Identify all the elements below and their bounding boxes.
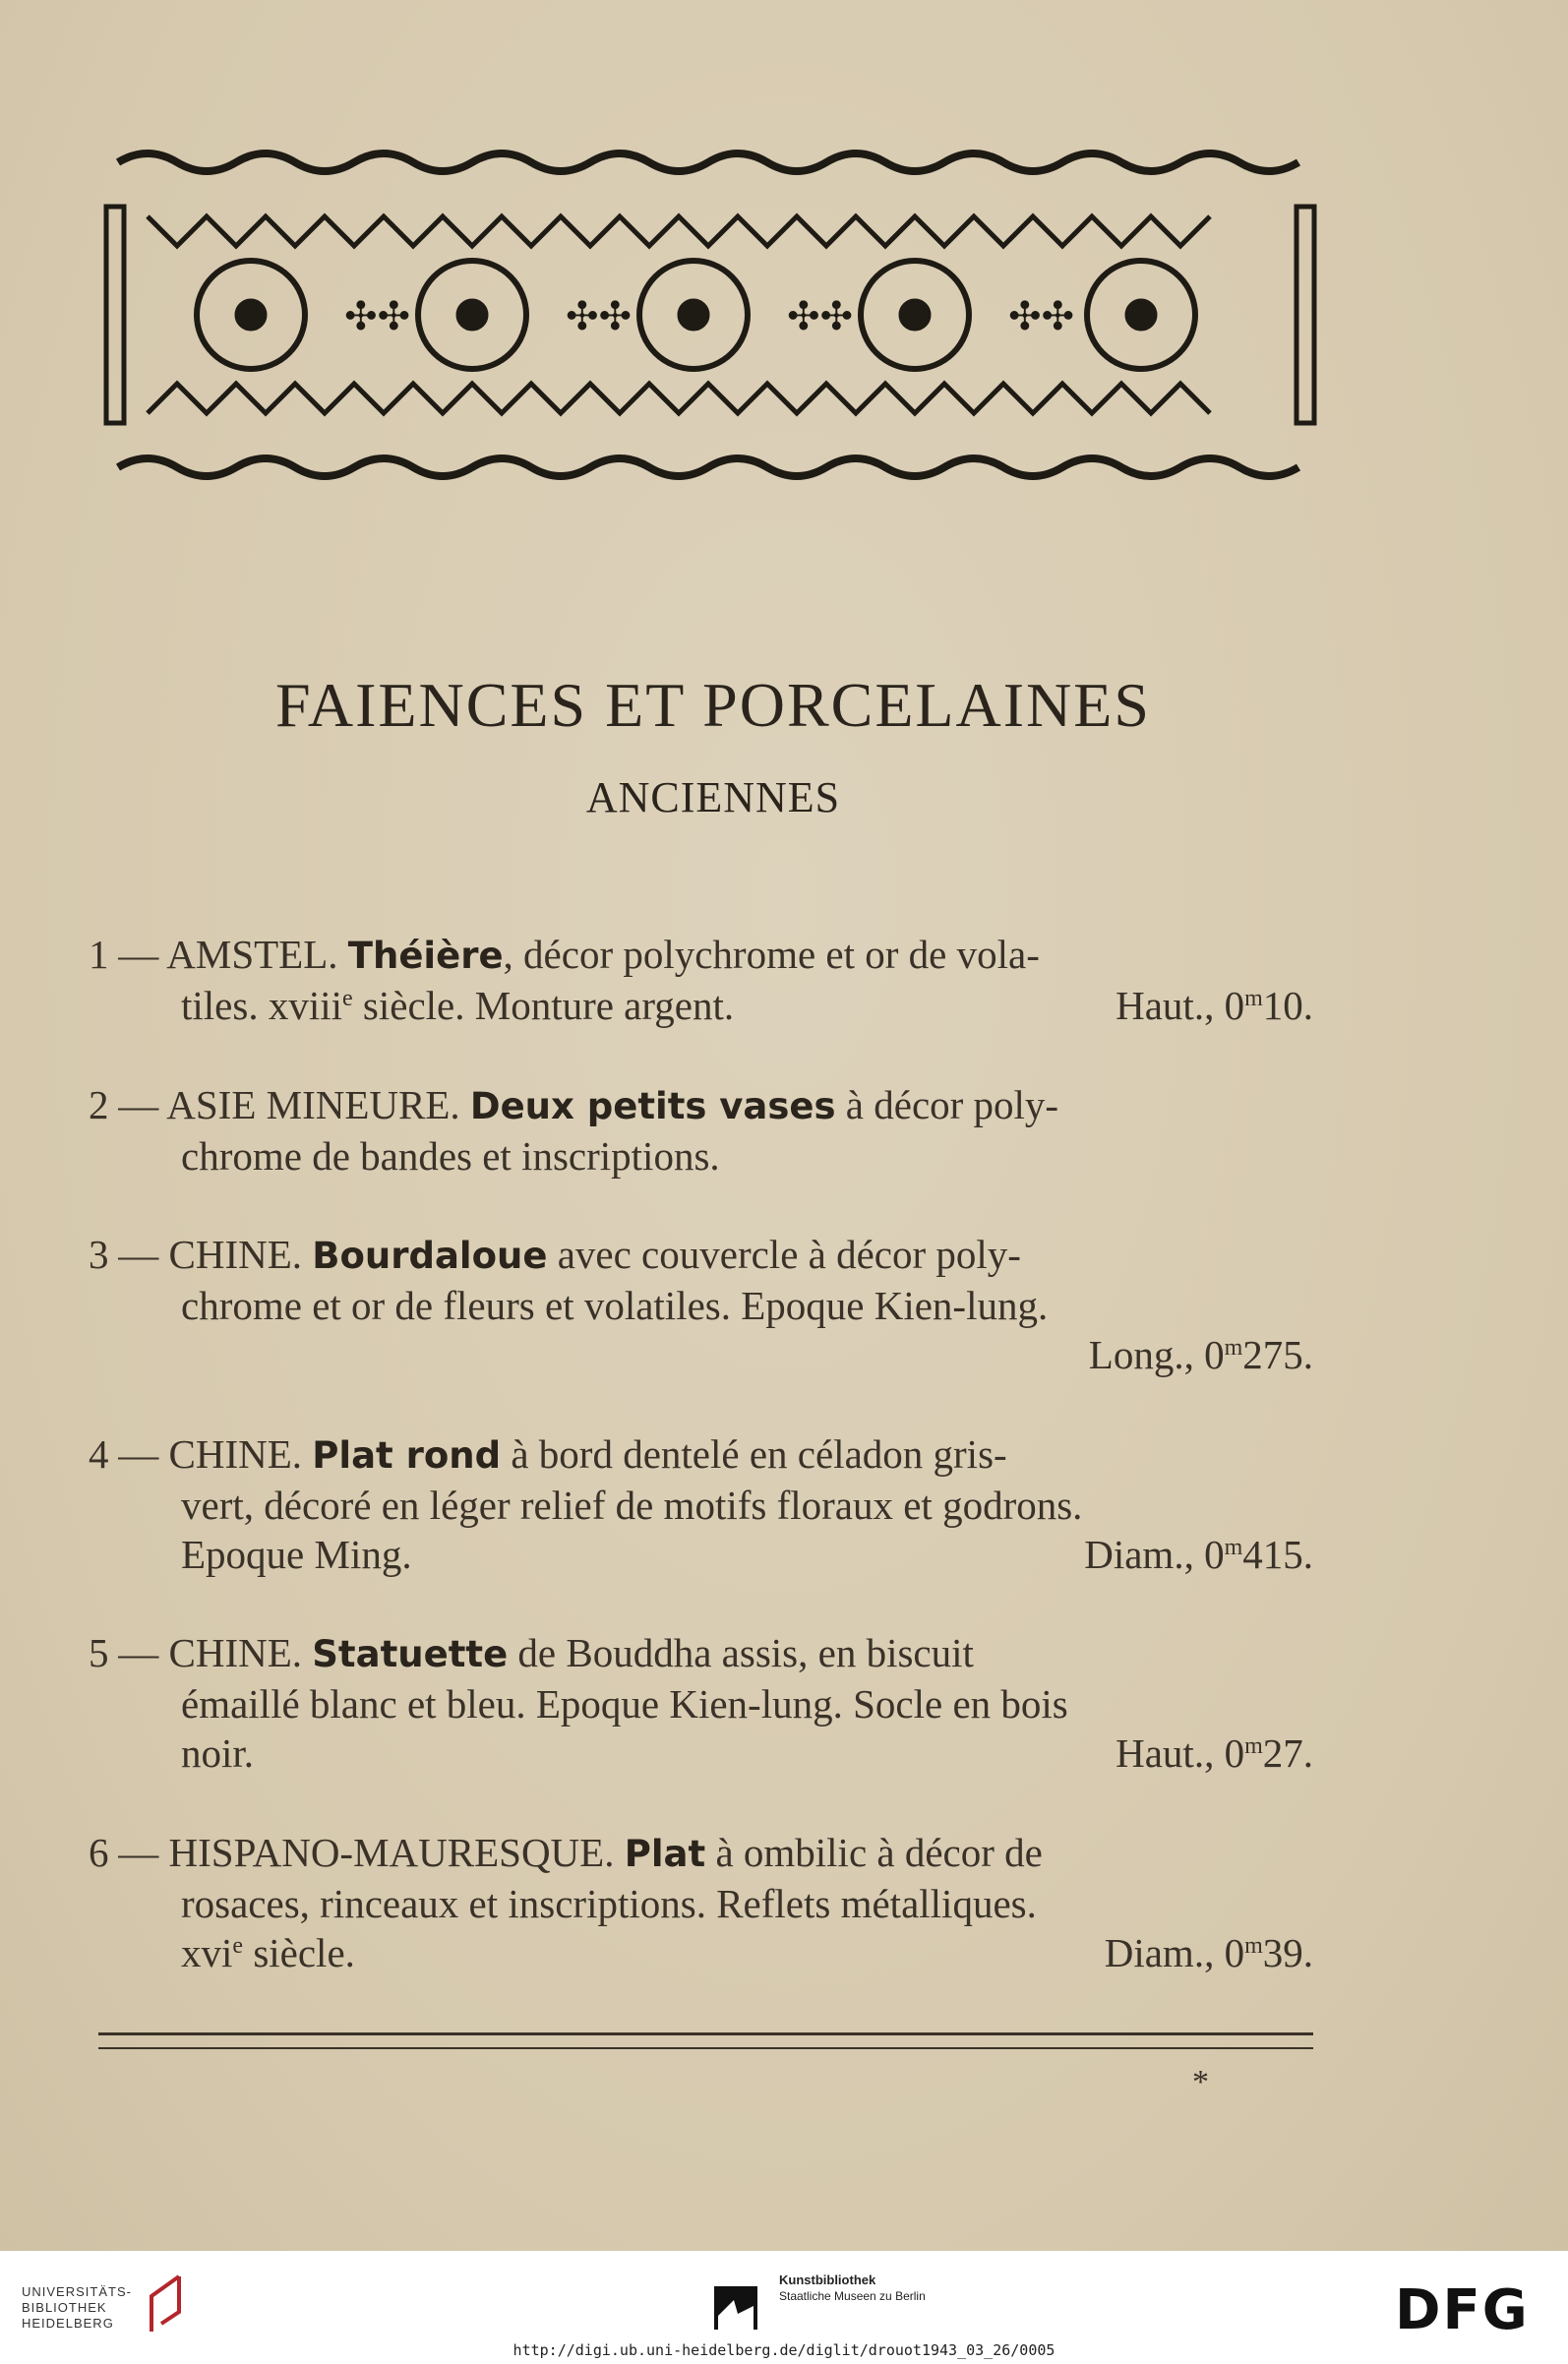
lot-description: siècle. — [243, 1930, 355, 1975]
double-rule-divider — [98, 2032, 1313, 2049]
decorative-border-ornament — [98, 148, 1323, 482]
lot-measurement — [1116, 981, 1313, 1030]
measure-value: 39. — [1262, 1930, 1313, 1975]
lot-line — [89, 1728, 1313, 1778]
logo-text-line: BIBLIOTHEK — [22, 2300, 107, 2315]
measure-label: Haut., 0 — [1116, 1730, 1245, 1776]
dash: — — [118, 1431, 159, 1477]
lot-number: 1 — [89, 932, 109, 977]
lot-item: Théière — [347, 935, 504, 977]
lot-entry-1 — [89, 930, 1313, 1030]
lot-item: Statuette — [312, 1633, 509, 1675]
lot-origin: CHINE. — [168, 1630, 303, 1675]
lot-number: 5 — [89, 1630, 109, 1675]
lot-line — [89, 1628, 1313, 1679]
dash: — — [118, 1082, 159, 1127]
lot-entry-2 — [89, 1080, 1313, 1181]
lot-description: tiles. xviii — [181, 983, 342, 1028]
lot-line: vert, décoré en léger relief de motifs floraux et godrons. — [181, 1483, 1083, 1528]
lot-description: , décor polychrome et or de vola- — [503, 932, 1040, 977]
lot-number: 3 — [89, 1232, 109, 1277]
lot-origin: ASIE MINEURE. — [166, 1082, 460, 1127]
superscript: e — [232, 1933, 244, 1959]
measure-value: 27. — [1262, 1730, 1313, 1776]
university-library-logo[interactable] — [22, 2284, 132, 2332]
lot-description: à ombilic à décor de — [705, 1830, 1043, 1875]
logo-text-line: UNIVERSITÄTS- — [22, 2284, 132, 2299]
lot-origin: HISPANO-MAURESQUE. — [168, 1830, 615, 1875]
superscript: m — [1244, 1933, 1263, 1959]
lot-line — [89, 930, 1313, 981]
svg-text:✣✣: ✣✣ — [1008, 294, 1075, 339]
kb-name: Kunstbibliothek — [779, 2273, 876, 2287]
lot-line: chrome et or de fleurs et volatiles. Epoque Kien-lung. — [181, 1283, 1049, 1328]
measure-label: Diam., 0 — [1084, 1532, 1225, 1577]
measure-label: Diam., 0 — [1104, 1930, 1245, 1975]
lot-item: Bourdaloue — [312, 1235, 548, 1277]
lot-measurement — [1116, 1728, 1313, 1778]
kunstbibliothek-label — [779, 2273, 926, 2304]
lot-measurement — [1105, 1928, 1313, 1977]
lot-line — [89, 1429, 1313, 1481]
dfg-logo[interactable]: DFG — [1395, 2278, 1530, 2342]
lot-line — [89, 1928, 1313, 1977]
lot-line — [89, 1530, 1313, 1579]
lot-line: émaillé blanc et bleu. Epoque Kien-lung. Socle en bois — [181, 1681, 1068, 1727]
superscript: m — [1224, 1335, 1243, 1361]
lot-item: Plat rond — [312, 1434, 502, 1477]
superscript: e — [342, 986, 353, 1011]
svg-text:✣✣: ✣✣ — [566, 294, 633, 339]
lot-description: à décor poly- — [835, 1082, 1059, 1127]
kunstbibliothek-logo-icon[interactable] — [714, 2286, 757, 2330]
lot-entry-6 — [89, 1828, 1313, 1977]
lot-description: Epoque Ming. — [181, 1532, 412, 1577]
university-mark-icon — [140, 2273, 189, 2335]
digitization-footer — [0, 2251, 1568, 2364]
dash: — — [118, 1830, 159, 1875]
lot-number: 2 — [89, 1082, 109, 1127]
permalink-url[interactable]: http://digi.ub.uni-heidelberg.de/diglit/drouot1943_03_26/0005 — [513, 2341, 1055, 2359]
lot-description: xvi — [181, 1930, 233, 1975]
measure-label: Haut., 0 — [1116, 983, 1245, 1028]
lot-measurement — [1084, 1530, 1313, 1579]
superscript: m — [1244, 1733, 1263, 1759]
measure-value: 10. — [1262, 983, 1313, 1028]
lot-entry-5 — [89, 1628, 1313, 1778]
lot-measurement — [89, 1330, 1313, 1379]
lot-number: 6 — [89, 1830, 109, 1875]
measure-label: Long., 0 — [1088, 1332, 1225, 1377]
lot-line — [89, 1230, 1313, 1281]
lot-line — [89, 1828, 1313, 1879]
kb-subtitle: Staatliche Museen zu Berlin — [779, 2289, 926, 2303]
svg-text:✣✣: ✣✣ — [344, 294, 411, 339]
dash: — — [118, 1630, 159, 1675]
lot-entry-3 — [89, 1230, 1313, 1379]
lot-origin: CHINE. — [168, 1431, 303, 1477]
lot-item: Deux petits vases — [469, 1085, 836, 1127]
lot-origin: AMSTEL. — [166, 932, 338, 977]
lot-number: 4 — [89, 1431, 109, 1477]
lot-description: noir. — [181, 1730, 255, 1776]
dash: — — [118, 932, 159, 977]
page-subtitle: ANCIENNES — [585, 773, 841, 821]
svg-text:✣✣: ✣✣ — [787, 294, 854, 339]
lot-origin: CHINE. — [168, 1232, 303, 1277]
lot-description: avec couvercle à décor poly- — [547, 1232, 1021, 1277]
logo-text-line: HEIDELBERG — [22, 2316, 114, 2331]
superscript: m — [1244, 986, 1263, 1011]
measure-value: 275. — [1242, 1332, 1313, 1377]
footnote-mark: * — [1192, 2064, 1209, 2100]
lot-line — [89, 1080, 1313, 1131]
lot-description: de Bouddha assis, en biscuit — [508, 1630, 974, 1675]
lot-line — [89, 981, 1313, 1030]
page-title: FAIENCES ET PORCELAINES — [275, 670, 1151, 740]
lot-item: Plat — [624, 1833, 706, 1875]
superscript: m — [1224, 1535, 1243, 1560]
lot-description: siècle. Monture argent. — [352, 983, 735, 1028]
lot-line: rosaces, rinceaux et inscriptions. Reflets métalliques. — [181, 1881, 1037, 1926]
measure-value: 415. — [1242, 1532, 1313, 1577]
lot-entry-4 — [89, 1429, 1313, 1579]
lot-description: à bord dentelé en céladon gris- — [501, 1431, 1007, 1477]
dash: — — [118, 1232, 159, 1277]
lot-line: chrome de bandes et inscriptions. — [181, 1133, 720, 1179]
